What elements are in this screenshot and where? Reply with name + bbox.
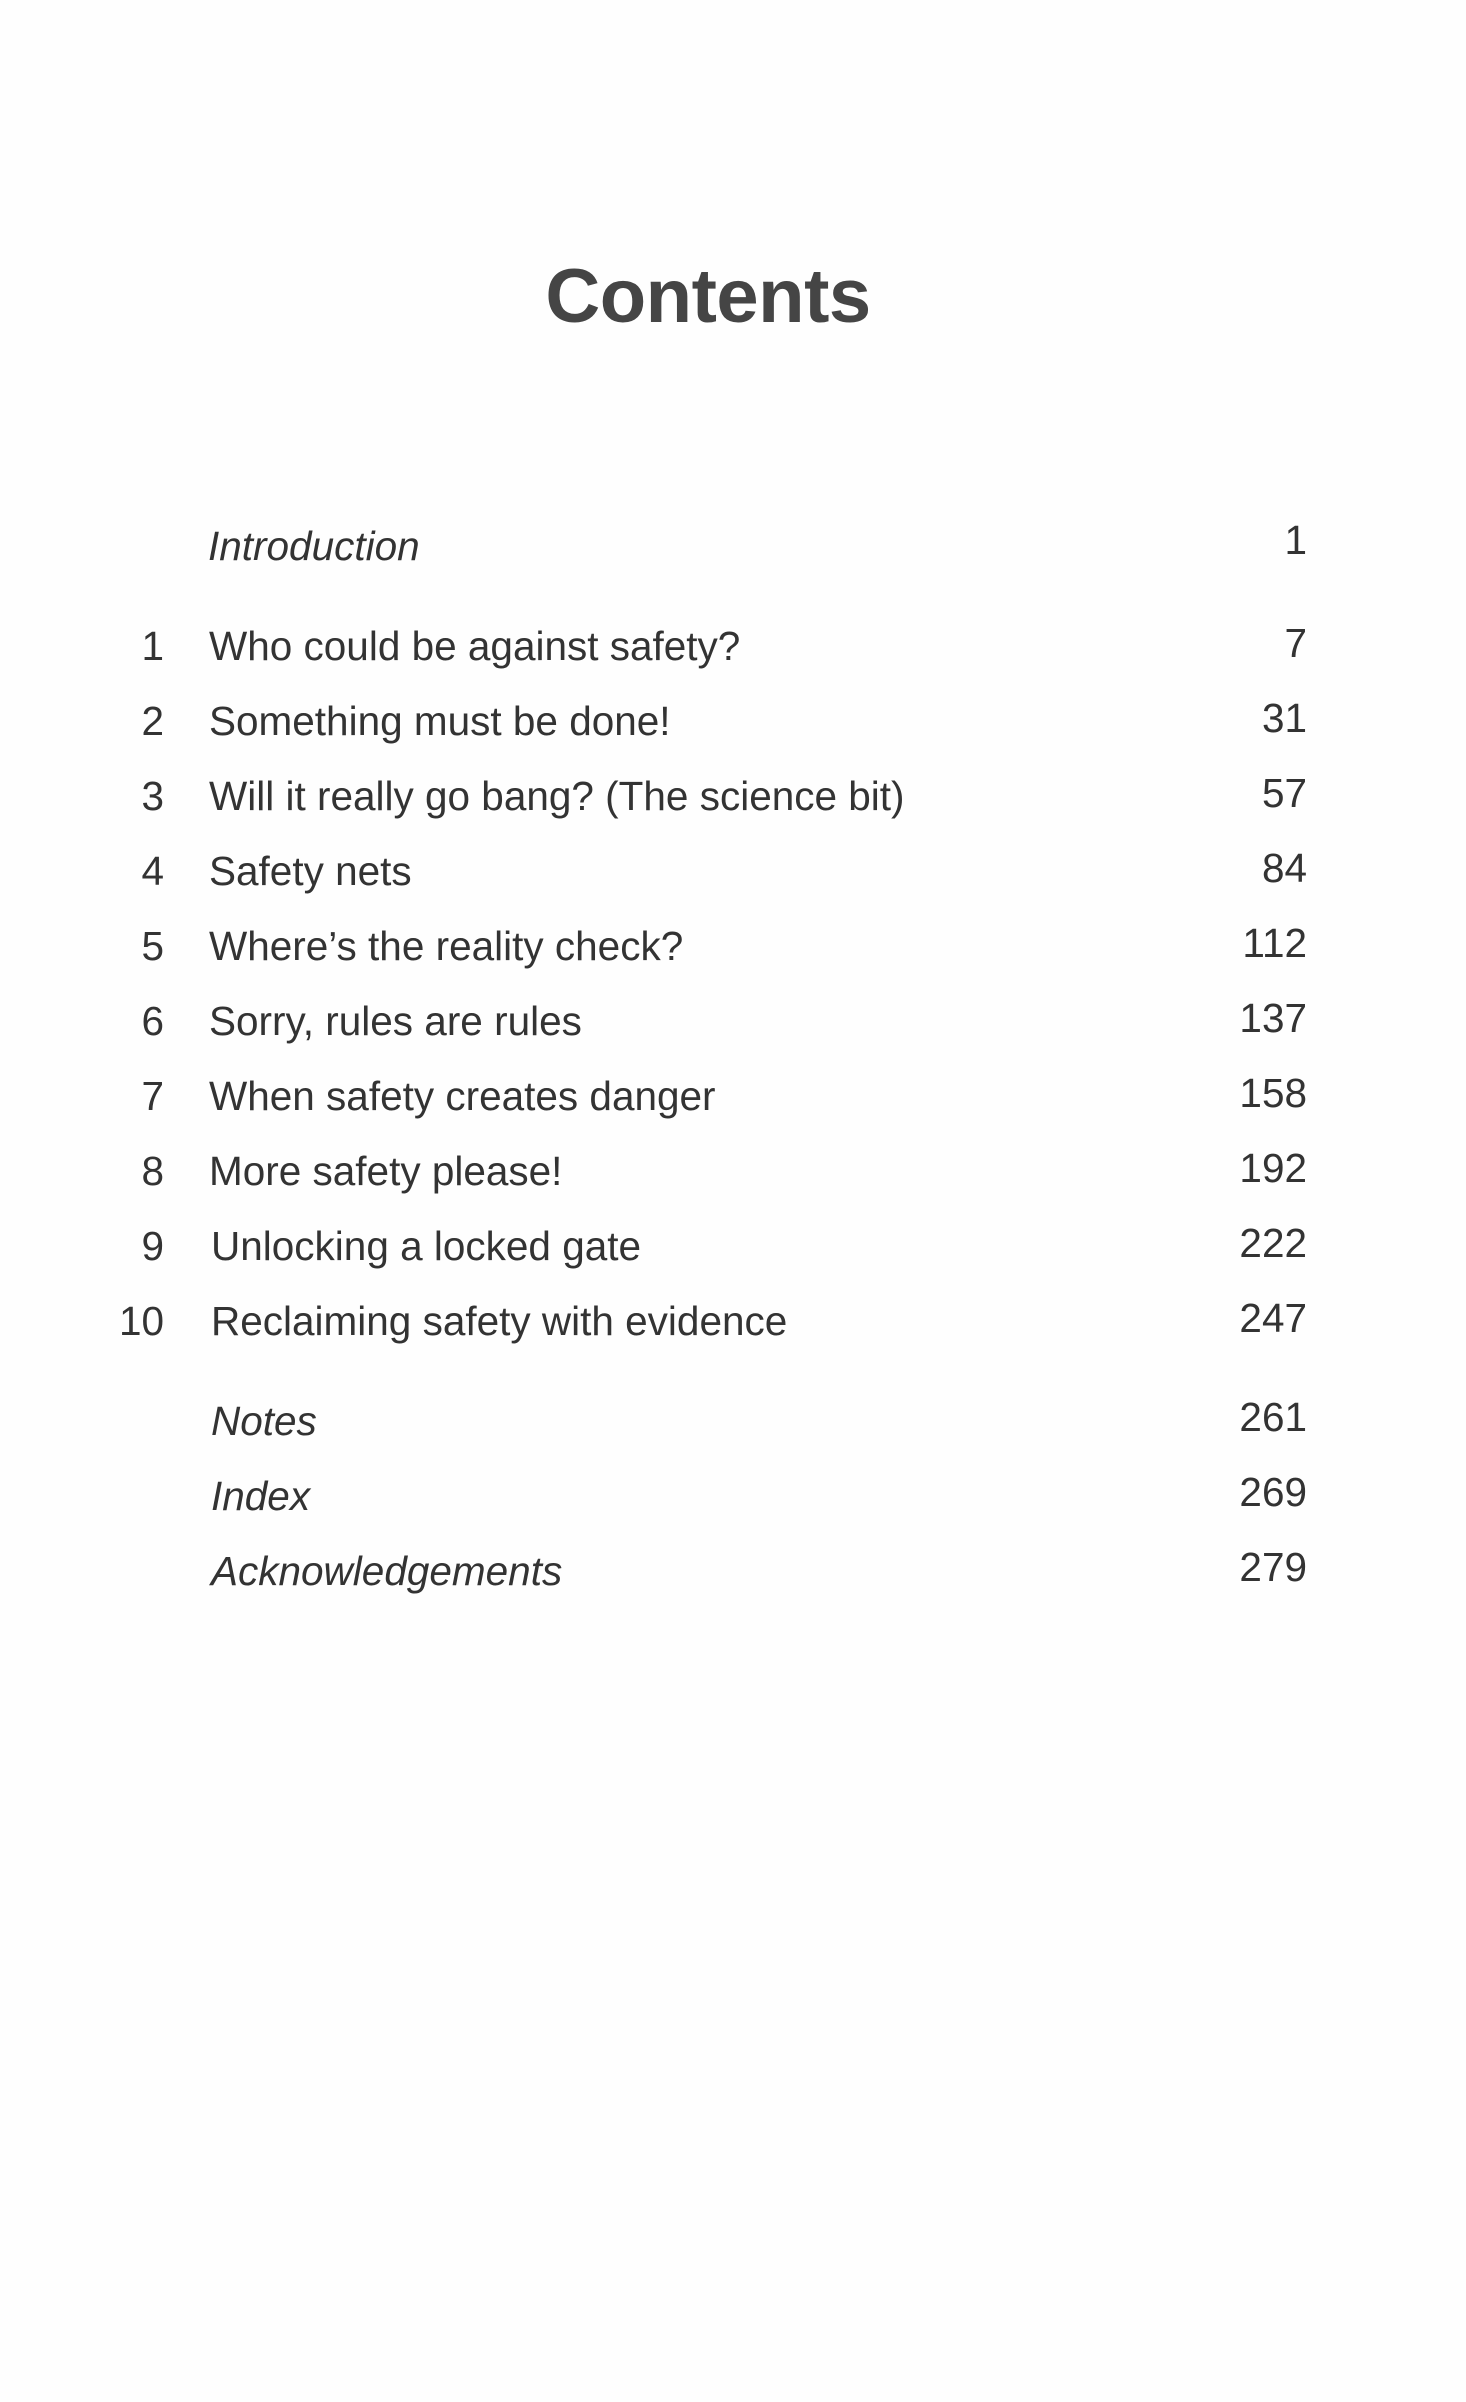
toc-entry-chapter-9[interactable] <box>0 1221 1466 1271</box>
toc-entry-page: 1 <box>1284 517 1307 563</box>
toc-entry-chapter-4[interactable] <box>0 846 1466 896</box>
chapter-number: 7 <box>141 1073 164 1119</box>
chapter-number: 6 <box>141 998 164 1044</box>
toc-entry-page: 247 <box>1239 1295 1307 1341</box>
toc-entry-label: Notes <box>211 1398 317 1444</box>
chapter-number: 4 <box>141 848 164 894</box>
toc-entry-label: Where’s the reality check? <box>209 923 684 969</box>
page-title: Contents <box>545 254 871 339</box>
toc-entry-label: Who could be against safety? <box>209 623 741 669</box>
toc-entry-notes[interactable] <box>0 1396 1466 1446</box>
toc-entry-page: 7 <box>1284 620 1307 666</box>
toc-entry-page: 112 <box>1242 920 1307 966</box>
toc-entry-label: When safety creates danger <box>209 1073 716 1119</box>
toc-entry-label: Reclaiming safety with evidence <box>211 1298 788 1344</box>
toc-entry-label: Will it really go bang? (The science bit) <box>209 773 905 819</box>
toc-entry-chapter-5[interactable] <box>0 921 1466 971</box>
toc-entry-page: 192 <box>1239 1145 1307 1191</box>
toc-entry-page: 158 <box>1239 1070 1307 1116</box>
toc-entry-index[interactable] <box>0 1471 1466 1521</box>
toc-entry-label: More safety please! <box>209 1148 563 1194</box>
toc-entry-label: Something must be done! <box>209 698 671 744</box>
chapter-number: 10 <box>118 1298 164 1344</box>
toc-entry-page: 84 <box>1261 845 1307 891</box>
toc-entry-label: Safety nets <box>209 848 412 894</box>
chapter-number: 3 <box>141 773 164 819</box>
toc-entry-page: 137 <box>1239 995 1307 1041</box>
toc-entry-label: Sorry, rules are rules <box>209 998 582 1044</box>
toc-entry-label: Unlocking a locked gate <box>211 1223 642 1269</box>
toc-entry-chapter-6[interactable] <box>0 996 1466 1046</box>
toc-entry-label: Introduction <box>208 523 420 569</box>
toc-entry-label: Index <box>211 1473 311 1519</box>
chapter-number: 5 <box>141 923 164 969</box>
toc-entry-page: 279 <box>1239 1544 1307 1590</box>
toc-entry-page: 31 <box>1261 695 1307 741</box>
toc-entry-chapter-1[interactable] <box>0 621 1466 671</box>
toc-entry-introduction[interactable] <box>0 517 1466 571</box>
toc-entry-page: 222 <box>1239 1220 1307 1266</box>
chapter-number: 8 <box>141 1148 164 1194</box>
toc-entry-page: 269 <box>1239 1469 1307 1515</box>
chapter-number: 2 <box>141 698 164 744</box>
toc-entry-label: Acknowledgements <box>211 1548 563 1594</box>
toc-entry-chapter-2[interactable] <box>0 696 1466 746</box>
chapter-number: 1 <box>141 623 164 669</box>
toc-entry-chapter-10[interactable] <box>0 1296 1466 1346</box>
toc-entry-chapter-7[interactable] <box>0 1071 1466 1121</box>
toc-entry-page: 261 <box>1239 1394 1307 1440</box>
toc-entry-acknowledgements[interactable] <box>0 1546 1466 1596</box>
toc-entry-page: 57 <box>1261 770 1307 816</box>
toc-entry-chapter-3[interactable] <box>0 771 1466 821</box>
chapter-number: 9 <box>141 1223 164 1269</box>
toc-entry-chapter-8[interactable] <box>0 1146 1466 1196</box>
